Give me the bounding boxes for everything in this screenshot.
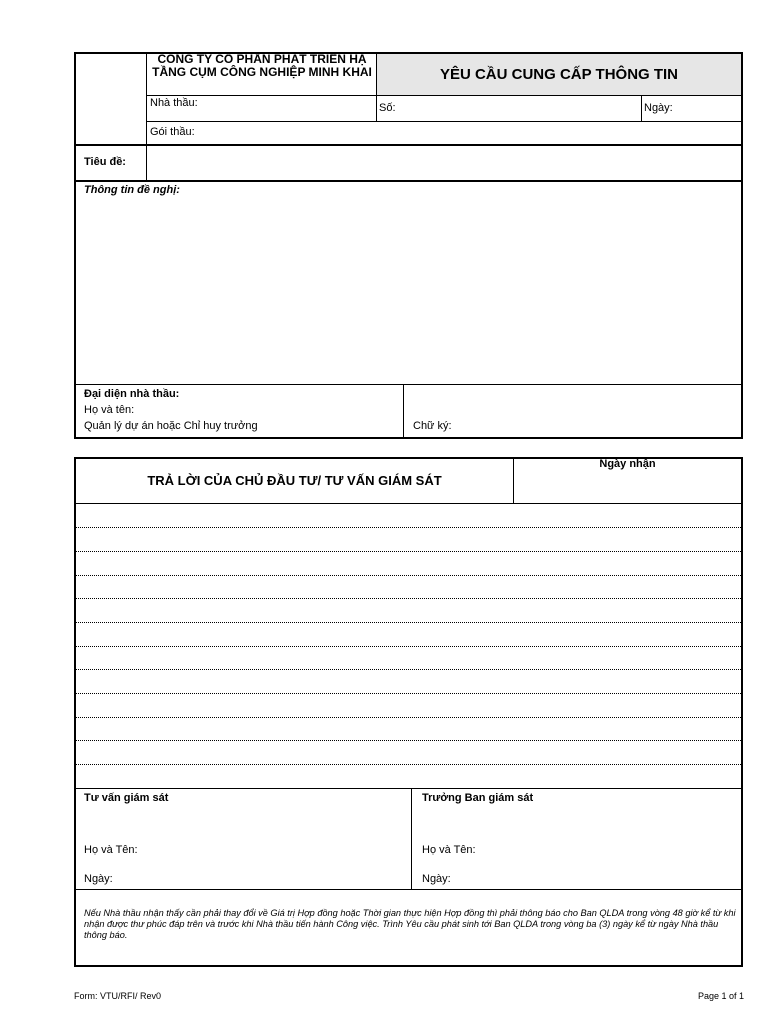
contractor-row-line xyxy=(146,121,742,122)
date-divider xyxy=(641,95,642,122)
reply-title: TRẢ LỜI CỦA CHỦ ĐẦU TƯ/ TƯ VẤN GIÁM SÁT xyxy=(147,473,442,488)
supervisor-date-label: Ngày: xyxy=(84,873,113,885)
head-label: Trưởng Ban giám sát xyxy=(422,792,534,804)
header-row-line xyxy=(146,95,742,96)
contractor-rep-label: Đại diện nhà thầu: xyxy=(84,388,180,400)
reply-line xyxy=(76,646,741,647)
supervisor-name-label: Họ và Tên: xyxy=(84,844,138,856)
reply-line xyxy=(76,764,741,765)
signature-divider xyxy=(403,384,404,438)
full-name-label: Họ và tên: xyxy=(84,404,135,416)
reply-line xyxy=(76,622,741,623)
reply-line xyxy=(76,693,741,694)
date-label: Ngày: xyxy=(644,102,673,114)
reply-left-border xyxy=(74,457,76,967)
head-date-label: Ngày: xyxy=(422,873,451,885)
rep-row-line xyxy=(74,384,743,385)
supervisor-label: Tư vấn giám sát xyxy=(84,792,169,804)
reply-sign-line xyxy=(74,788,743,789)
rfi-left-border xyxy=(74,52,76,439)
reply-header-line xyxy=(74,503,743,504)
head-name-label: Họ và Tên: xyxy=(422,844,476,856)
reply-note-line xyxy=(74,889,743,890)
reply-right-border xyxy=(741,457,743,967)
form-code: Form: VTU/RFI/ Rev0 xyxy=(74,991,162,1001)
info-requested-label: Thông tin đề nghị: xyxy=(84,184,180,196)
reply-line xyxy=(76,669,741,670)
contractor-label: Nhà thầu: xyxy=(150,97,198,109)
number-label: Số: xyxy=(379,102,396,114)
package-row-line xyxy=(74,144,743,146)
reply-line xyxy=(76,740,741,741)
reply-sign-divider xyxy=(411,788,412,889)
subject-row-line xyxy=(74,180,743,182)
reply-line xyxy=(76,598,741,599)
company-name: CÔNG TY CỔ PHẦN PHÁT TRIỂN HẠ TẦNG CỤM CÔNG NGHIỆP MINH KHAI xyxy=(152,52,372,79)
received-date-label: Ngày nhận xyxy=(599,458,656,470)
pm-label: Quản lý dự án hoặc Chỉ huy trưởng xyxy=(84,420,258,432)
rfi-bottom-border xyxy=(74,437,743,439)
company-title-divider xyxy=(376,52,377,122)
form-title: YÊU CẦU CUNG CẤP THÔNG TIN xyxy=(439,66,679,83)
rfi-right-border xyxy=(741,52,743,439)
reply-line xyxy=(76,551,741,552)
reply-line xyxy=(76,575,741,576)
page-number: Page 1 of 1 xyxy=(697,991,744,1001)
reply-note: Nếu Nhà thầu nhận thấy cần phải thay đổi về Giá trị Hợp đồng hoặc Thời gian thực hiện Hợp đồng thì phải thông báo cho Ban QLDA trong vòng 48 giờ kể từ khi nhận được thư phúc đáp trên và trước khi Nhà thầu tiến hành Công việc. Trình Yêu cầu phát sinh tới Ban QLDA trong vòng ba (3) ngày kể từ ngày Nhà thầu thông báo. xyxy=(84,908,736,940)
reply-line xyxy=(76,717,741,718)
subject-label: Tiêu đề: xyxy=(84,156,126,168)
signature-label: Chữ ký: xyxy=(413,420,452,432)
reply-line xyxy=(76,527,741,528)
logo-divider xyxy=(146,52,147,181)
reply-bottom-border xyxy=(74,965,743,967)
package-label: Gói thầu: xyxy=(150,126,195,138)
